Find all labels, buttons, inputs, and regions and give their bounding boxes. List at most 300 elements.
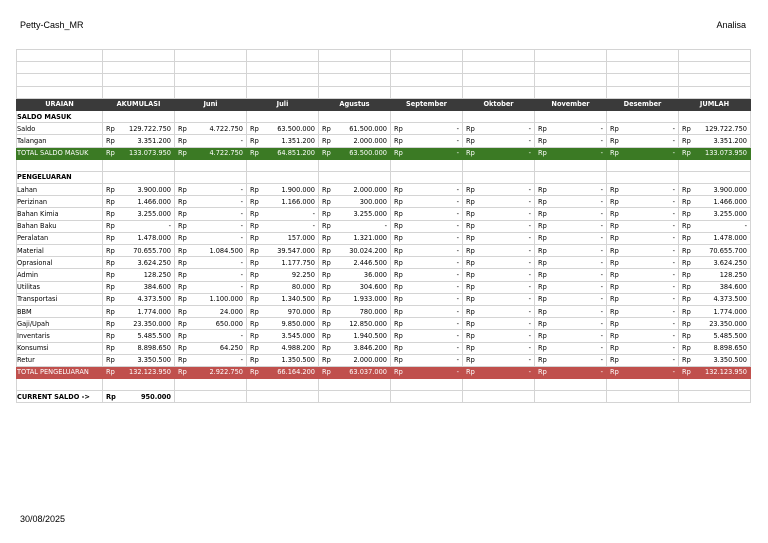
amount-cell <box>391 184 463 196</box>
amount-value: - <box>312 210 315 219</box>
amount-cell <box>679 342 751 354</box>
empty-cell <box>607 50 679 62</box>
empty-cell <box>17 159 103 171</box>
amount-cell <box>679 269 751 281</box>
amount-value: 4.988.200 <box>281 344 315 353</box>
amount-value: 1.177.750 <box>281 258 315 267</box>
column-header: Juli <box>247 98 319 110</box>
amount-value: - <box>600 124 603 133</box>
amount-value: 8.898.650 <box>137 344 171 353</box>
blank-row <box>17 50 751 62</box>
table-row <box>17 135 751 147</box>
empty-cell <box>247 50 319 62</box>
amount-value: - <box>600 319 603 328</box>
amount-cell <box>319 232 391 244</box>
empty-cell <box>679 391 751 403</box>
currency-label: Rp <box>322 356 331 365</box>
amount-value: - <box>528 295 531 304</box>
amount-value: - <box>672 307 675 316</box>
amount-value: - <box>528 283 531 292</box>
amount-cell <box>247 147 319 159</box>
currency-label: Rp <box>610 368 619 377</box>
amount-cell <box>247 269 319 281</box>
amount-cell <box>535 293 607 305</box>
amount-cell <box>247 196 319 208</box>
column-header-row <box>17 98 751 110</box>
currency-label: Rp <box>538 210 547 219</box>
empty-cell <box>463 62 535 74</box>
amount-cell <box>607 245 679 257</box>
amount-cell <box>319 293 391 305</box>
amount-value: 1.351.200 <box>281 136 315 145</box>
currency-label: Rp <box>538 368 547 377</box>
amount-value: - <box>240 234 243 243</box>
amount-cell <box>679 232 751 244</box>
empty-cell <box>463 50 535 62</box>
empty-cell <box>319 110 391 122</box>
amount-value: 128.250 <box>719 270 747 279</box>
amount-value: - <box>240 258 243 267</box>
amount-value: 157.000 <box>287 234 315 243</box>
amount-cell <box>607 318 679 330</box>
amount-cell <box>319 305 391 317</box>
empty-cell <box>607 62 679 74</box>
currency-label: Rp <box>322 185 331 194</box>
amount-value: 3.350.500 <box>137 356 171 365</box>
empty-cell <box>535 86 607 98</box>
currency-label: Rp <box>394 331 403 340</box>
currency-label: Rp <box>178 258 187 267</box>
amount-value: 1.350.500 <box>281 356 315 365</box>
empty-cell <box>103 50 175 62</box>
currency-label: Rp <box>610 295 619 304</box>
amount-value: - <box>528 185 531 194</box>
amount-cell <box>391 293 463 305</box>
amount-value: 780.000 <box>359 307 387 316</box>
empty-cell <box>175 62 247 74</box>
amount-cell <box>607 208 679 220</box>
amount-cell <box>175 245 247 257</box>
amount-cell <box>679 305 751 317</box>
amount-value: - <box>528 344 531 353</box>
amount-cell <box>103 305 175 317</box>
table-row <box>17 196 751 208</box>
currency-label: Rp <box>538 149 547 158</box>
table-row <box>17 245 751 257</box>
currency-label: Rp <box>178 283 187 292</box>
amount-value: - <box>528 136 531 145</box>
amount-value: 39.547.000 <box>277 246 315 255</box>
currency-label: Rp <box>106 319 115 328</box>
empty-cell <box>175 74 247 86</box>
table-row <box>17 220 751 232</box>
amount-cell <box>175 184 247 196</box>
section-title-row <box>17 171 751 183</box>
amount-value: 300.000 <box>359 197 387 206</box>
currency-label: Rp <box>610 234 619 243</box>
currency-label: Rp <box>466 149 475 158</box>
amount-cell <box>463 184 535 196</box>
currency-label: Rp <box>322 149 331 158</box>
currency-label: Rp <box>250 197 259 206</box>
amount-value: - <box>600 307 603 316</box>
amount-cell <box>175 147 247 159</box>
amount-value: - <box>600 270 603 279</box>
current-saldo-row <box>17 391 751 403</box>
amount-cell <box>103 318 175 330</box>
blank-row <box>17 86 751 98</box>
amount-cell <box>103 196 175 208</box>
currency-label: Rp <box>250 331 259 340</box>
table-row <box>17 232 751 244</box>
empty-cell <box>247 391 319 403</box>
table-row <box>17 342 751 354</box>
column-header: Desember <box>607 98 679 110</box>
table-row <box>17 305 751 317</box>
amount-value: - <box>456 149 459 158</box>
currency-label: Rp <box>106 392 116 401</box>
table-row <box>17 293 751 305</box>
amount-cell <box>607 184 679 196</box>
amount-cell <box>463 293 535 305</box>
currency-label: Rp <box>394 283 403 292</box>
amount-cell <box>679 196 751 208</box>
amount-cell <box>607 123 679 135</box>
amount-cell <box>247 342 319 354</box>
currency-label: Rp <box>178 356 187 365</box>
amount-cell <box>319 269 391 281</box>
currency-label: Rp <box>466 258 475 267</box>
empty-cell <box>319 86 391 98</box>
empty-cell <box>607 74 679 86</box>
amount-cell <box>103 366 175 378</box>
column-header: AKUMULASI <box>103 98 175 110</box>
currency-label: Rp <box>322 258 331 267</box>
currency-label: Rp <box>394 295 403 304</box>
empty-cell <box>679 171 751 183</box>
amount-value: - <box>672 210 675 219</box>
amount-value: - <box>600 368 603 377</box>
empty-cell <box>607 110 679 122</box>
currency-label: Rp <box>682 307 691 316</box>
amount-cell <box>319 184 391 196</box>
amount-value: 3.545.000 <box>281 331 315 340</box>
amount-value: - <box>528 270 531 279</box>
empty-cell <box>535 159 607 171</box>
amount-value: - <box>456 124 459 133</box>
amount-value: 3.624.250 <box>713 258 747 267</box>
currency-label: Rp <box>538 234 547 243</box>
section-title: PENGELUARAN <box>17 171 103 183</box>
amount-cell <box>607 135 679 147</box>
amount-cell <box>175 330 247 342</box>
amount-cell <box>607 196 679 208</box>
currency-label: Rp <box>178 368 187 377</box>
amount-cell <box>463 245 535 257</box>
amount-cell <box>535 147 607 159</box>
currency-label: Rp <box>322 344 331 353</box>
amount-cell <box>175 196 247 208</box>
currency-label: Rp <box>106 246 115 255</box>
empty-cell <box>535 74 607 86</box>
amount-value: 2.922.750 <box>209 368 243 377</box>
amount-value: 2.000.000 <box>353 136 387 145</box>
amount-value: 92.250 <box>291 270 315 279</box>
amount-cell <box>463 208 535 220</box>
empty-cell <box>463 379 535 391</box>
amount-value: - <box>672 295 675 304</box>
amount-cell <box>607 269 679 281</box>
amount-value: 384.600 <box>143 283 171 292</box>
table-row <box>17 281 751 293</box>
empty-cell <box>391 171 463 183</box>
blank-row <box>17 159 751 171</box>
currency-label: Rp <box>394 197 403 206</box>
amount-cell <box>535 245 607 257</box>
currency-label: Rp <box>682 222 691 231</box>
currency-label: Rp <box>394 149 403 158</box>
empty-cell <box>247 171 319 183</box>
currency-label: Rp <box>682 234 691 243</box>
amount-cell <box>247 293 319 305</box>
empty-cell <box>535 391 607 403</box>
amount-value: 1.478.000 <box>137 234 171 243</box>
currency-label: Rp <box>106 197 115 206</box>
amount-cell <box>391 135 463 147</box>
amount-cell <box>175 318 247 330</box>
amount-value: - <box>528 124 531 133</box>
currency-label: Rp <box>322 331 331 340</box>
amount-cell <box>535 354 607 366</box>
currency-label: Rp <box>394 356 403 365</box>
amount-cell <box>103 330 175 342</box>
petty-cash-table <box>16 49 751 403</box>
amount-cell <box>535 342 607 354</box>
currency-label: Rp <box>394 319 403 328</box>
amount-cell <box>175 220 247 232</box>
amount-value: 1.478.000 <box>713 234 747 243</box>
amount-value: - <box>600 149 603 158</box>
empty-cell <box>247 74 319 86</box>
amount-cell <box>247 281 319 293</box>
amount-value: - <box>672 222 675 231</box>
amount-cell <box>319 123 391 135</box>
amount-value: - <box>600 197 603 206</box>
amount-cell <box>391 232 463 244</box>
amount-cell <box>607 342 679 354</box>
amount-cell <box>319 196 391 208</box>
amount-value: - <box>528 210 531 219</box>
currency-label: Rp <box>538 344 547 353</box>
empty-cell <box>607 86 679 98</box>
amount-cell <box>175 208 247 220</box>
empty-cell <box>607 391 679 403</box>
empty-cell <box>319 159 391 171</box>
empty-cell <box>535 62 607 74</box>
amount-cell <box>391 330 463 342</box>
currency-label: Rp <box>250 149 259 158</box>
amount-cell <box>535 196 607 208</box>
amount-cell <box>535 257 607 269</box>
empty-cell <box>679 379 751 391</box>
empty-cell <box>535 50 607 62</box>
amount-cell <box>391 123 463 135</box>
currency-label: Rp <box>394 368 403 377</box>
row-label: BBM <box>17 305 103 317</box>
empty-cell <box>319 62 391 74</box>
row-label: Saldo <box>17 123 103 135</box>
amount-value: 63.500.000 <box>277 124 315 133</box>
amount-value: 3.351.200 <box>713 136 747 145</box>
currency-label: Rp <box>610 246 619 255</box>
amount-value: - <box>600 258 603 267</box>
currency-label: Rp <box>106 283 115 292</box>
empty-cell <box>679 110 751 122</box>
amount-value: 1.321.000 <box>353 234 387 243</box>
amount-cell <box>391 147 463 159</box>
amount-value: - <box>240 197 243 206</box>
empty-cell <box>247 159 319 171</box>
amount-cell <box>535 330 607 342</box>
amount-cell <box>463 232 535 244</box>
amount-value: - <box>528 331 531 340</box>
currency-label: Rp <box>178 124 187 133</box>
amount-cell <box>391 196 463 208</box>
empty-cell <box>175 159 247 171</box>
amount-value: - <box>240 356 243 365</box>
amount-value: - <box>672 246 675 255</box>
empty-cell <box>103 62 175 74</box>
amount-cell <box>463 330 535 342</box>
table-row <box>17 354 751 366</box>
currency-label: Rp <box>250 136 259 145</box>
currency-label: Rp <box>178 307 187 316</box>
amount-cell <box>103 232 175 244</box>
amount-cell <box>607 232 679 244</box>
empty-cell <box>679 159 751 171</box>
currency-label: Rp <box>538 319 547 328</box>
currency-label: Rp <box>250 258 259 267</box>
amount-cell <box>247 318 319 330</box>
empty-cell <box>17 62 103 74</box>
currency-label: Rp <box>538 356 547 365</box>
amount-cell <box>103 245 175 257</box>
amount-cell <box>679 245 751 257</box>
amount-value: 1.940.500 <box>353 331 387 340</box>
amount-cell <box>103 123 175 135</box>
amount-cell <box>319 135 391 147</box>
amount-value: 23.350.000 <box>709 319 747 328</box>
currency-label: Rp <box>250 222 259 231</box>
amount-value: 23.350.000 <box>133 319 171 328</box>
amount-value: 970.000 <box>287 307 315 316</box>
row-label: Konsumsi <box>17 342 103 354</box>
amount-cell <box>679 184 751 196</box>
amount-cell <box>175 293 247 305</box>
amount-value: - <box>600 295 603 304</box>
row-label: Bahan Baku <box>17 220 103 232</box>
amount-value: - <box>600 246 603 255</box>
empty-cell <box>175 86 247 98</box>
currency-label: Rp <box>682 319 691 328</box>
amount-value: - <box>456 246 459 255</box>
empty-cell <box>391 50 463 62</box>
amount-value: 1.166.000 <box>281 197 315 206</box>
amount-cell <box>247 354 319 366</box>
row-label: Oprasional <box>17 257 103 269</box>
amount-value: - <box>528 307 531 316</box>
amount-value: - <box>672 319 675 328</box>
empty-cell <box>679 62 751 74</box>
currency-label: Rp <box>322 197 331 206</box>
empty-cell <box>679 50 751 62</box>
row-label: Peralatan <box>17 232 103 244</box>
amount-cell <box>679 208 751 220</box>
row-label: Bahan Kimia <box>17 208 103 220</box>
amount-value: 66.164.200 <box>277 368 315 377</box>
column-header: Juni <box>175 98 247 110</box>
currency-label: Rp <box>322 283 331 292</box>
amount-value: - <box>528 197 531 206</box>
currency-label: Rp <box>682 356 691 365</box>
amount-value: 3.846.200 <box>353 344 387 353</box>
footer-date: 30/08/2025 <box>20 514 66 524</box>
amount-value: - <box>456 295 459 304</box>
amount-value: 1.933.000 <box>353 295 387 304</box>
amount-value: 3.624.250 <box>137 258 171 267</box>
currency-label: Rp <box>106 344 115 353</box>
amount-cell <box>679 281 751 293</box>
amount-value: 129.722.750 <box>129 124 171 133</box>
amount-cell <box>319 147 391 159</box>
empty-cell <box>391 379 463 391</box>
empty-cell <box>103 110 175 122</box>
amount-value: - <box>672 283 675 292</box>
amount-cell <box>679 123 751 135</box>
currency-label: Rp <box>538 246 547 255</box>
amount-cell <box>319 330 391 342</box>
amount-value: - <box>672 124 675 133</box>
empty-cell <box>319 50 391 62</box>
amount-value: - <box>240 210 243 219</box>
currency-label: Rp <box>610 136 619 145</box>
currency-label: Rp <box>106 222 115 231</box>
amount-cell <box>463 147 535 159</box>
amount-value: - <box>600 344 603 353</box>
amount-cell <box>463 354 535 366</box>
amount-value: - <box>600 185 603 194</box>
currency-label: Rp <box>250 368 259 377</box>
currency-label: Rp <box>466 319 475 328</box>
empty-cell <box>175 171 247 183</box>
amount-cell <box>607 366 679 378</box>
amount-cell <box>391 220 463 232</box>
row-label: Retur <box>17 354 103 366</box>
amount-cell <box>463 135 535 147</box>
amount-value: 650.000 <box>215 319 243 328</box>
empty-cell <box>17 379 103 391</box>
currency-label: Rp <box>106 368 115 377</box>
empty-cell <box>391 62 463 74</box>
currency-label: Rp <box>610 331 619 340</box>
amount-value: - <box>456 331 459 340</box>
amount-cell <box>391 354 463 366</box>
empty-cell <box>175 110 247 122</box>
currency-label: Rp <box>538 222 547 231</box>
empty-cell <box>175 50 247 62</box>
empty-cell <box>535 379 607 391</box>
currency-label: Rp <box>178 222 187 231</box>
